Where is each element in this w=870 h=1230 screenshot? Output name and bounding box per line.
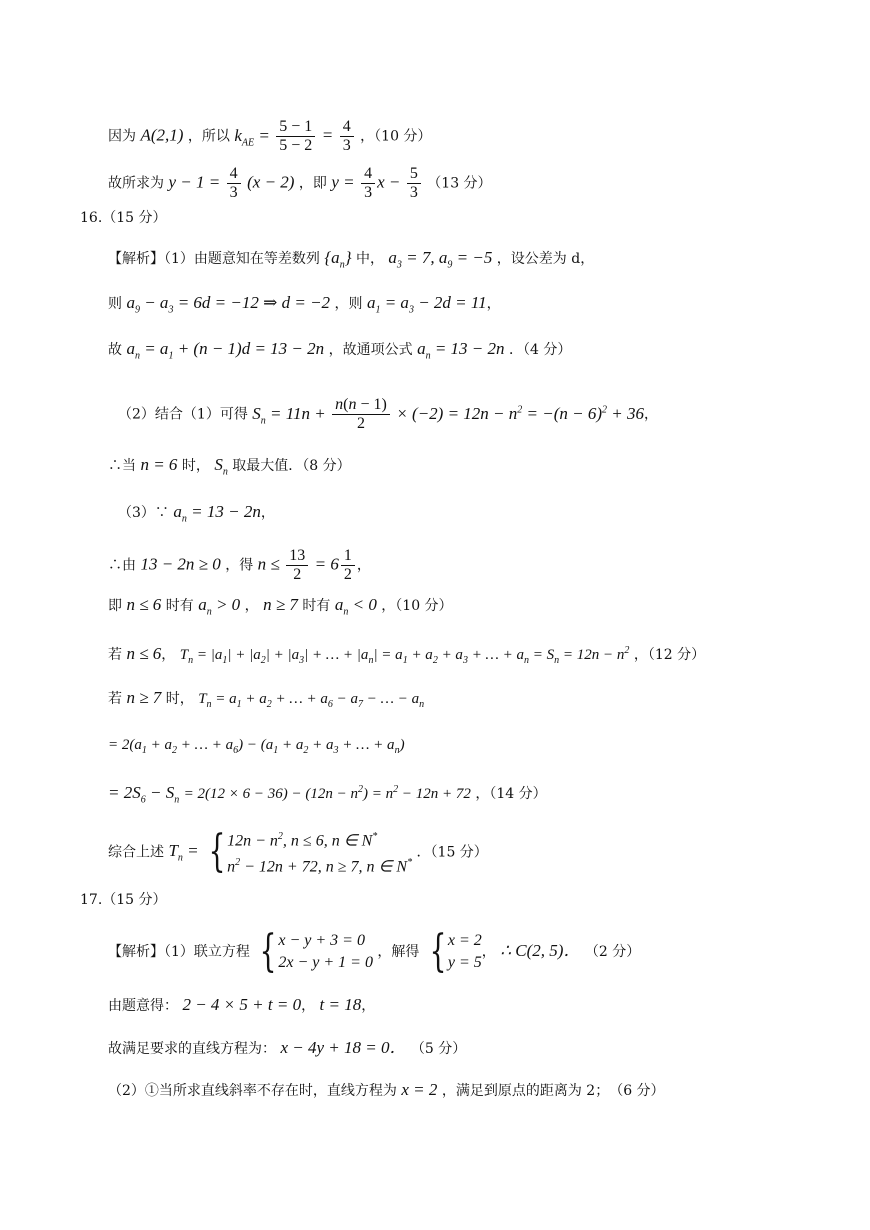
q16-line-5: ∴当 n = 6 时， $S_n$ 取最大值．（8 分） <box>108 455 351 478</box>
q16-line-3: 故 $a_n = a_1 + (n - 1)d = 13 - 2n$ ，故通项公式 $a_n = 13 - 2n$ ．（4 分） <box>108 339 572 362</box>
q16-line-6: （3）∵ $a_n = 13 - 2n$， <box>118 502 275 525</box>
q16-line-1: 【解析】（1）由题意知在等差数列 $\{a_n\}$ 中， $a_3 = 7$, $a_9 = -5$ ，设公差为 d， <box>108 248 595 271</box>
q16-line-8: 即 n ≤ 6 时有 $a_n > 0$ ， n ≥ 7 时有 $a_n < 0$ ，（10 分） <box>108 595 453 618</box>
q17-line-4: （2）①当所求直线斜率不存在时，直线方程为 x = 2 ，满足到原点的距离为 2； （6 分） <box>108 1080 665 1099</box>
q16-line-12: = $2S_6 - S_n = 2(12 \times 6 - 36) - (12n - n^2) = n^2 - 12n + 72$ ，（14 分） <box>108 783 547 806</box>
q16-line-7: ∴由 13 − 2n ≥ 0 ，得 n ≤ $\frac{13}{2}$ = 6 $\frac{1}{2}$ ， <box>108 547 371 583</box>
q16-line-4: （2）结合（1）可得 $S_n = 11n$ + $\frac{n(n - 1)}{2}$ × $(-2) = 12n - n^2 = -(n - 6)^2 + 36$， <box>118 396 659 432</box>
q16-line-9: 若 n ≤ 6， $T_n = |a_1| + |a_2| + |a_3|$ + … + $|a_n| = a_1 + a_2 + a_3$ + … + $a_n = S_n = 12n - n^2$ ，（12 分） <box>108 644 706 666</box>
line-result: 故所求为 y − 1 = $\frac{4}{3}$ (x − 2) ，即 y = $\frac{4}{3}$ x − $\frac{5}{3}$ （13 分） <box>108 165 492 201</box>
line-kae: 因为 A(2,1) ，所以 $k_{AE}$ = $\frac{5 - 1}{5 - 2}$ = $\frac{4}{3}$ ，（10 分） <box>108 118 432 154</box>
q17-header: 17.（15 分） <box>80 892 167 908</box>
q16-line-13: 综合上述 $T_n$ = { $12n - n^2$, n ≤ 6, n ∈ N* $n^2 - 12n + 72$, n ≥ 7, n ∈ N* ．（15 分） <box>108 826 488 878</box>
q16-line-10: 若 n ≥ 7 时， $T_n = a_1 + a_2$ + … + $a_6 - a_7$ − … − $a_n$ <box>108 688 425 710</box>
q17-line-3: 故满足要求的直线方程为： x − 4y + 18 = 0． （5 分） <box>108 1038 467 1057</box>
q16-line-2: 则 $a_9 - a_3 = 6d = -12$ ⇒ d = −2 ，则 $a_1 = a_3 - 2d = 11$， <box>108 293 501 316</box>
q17-line-1: 【解析】（1）联立方程 { x − y + 3 = 0 2x − y + 1 = 0 ，解得 { x = 2 y = 5 ， ∴ C(2, 5)． （2 分） <box>108 926 641 977</box>
frac-kae: $\frac{5 - 1}{5 - 2}$ <box>276 118 315 155</box>
math-point-a: A(2,1) <box>140 125 184 145</box>
math-kae: $k_{AE}$ = <box>234 125 270 148</box>
q17-line-2: 由题意得： 2 − 4 × 5 + t = 0， t = 18， <box>108 995 376 1014</box>
q16-header: 16.（15 分） <box>80 210 167 226</box>
q16-line-11: = $2(a_1 + a_2$ + … + $a_6) - (a_1 + a_2 + a_3$ + … + $a_n$) <box>108 737 405 756</box>
frac-four-thirds: $\frac{4}{3}$ <box>340 118 354 155</box>
